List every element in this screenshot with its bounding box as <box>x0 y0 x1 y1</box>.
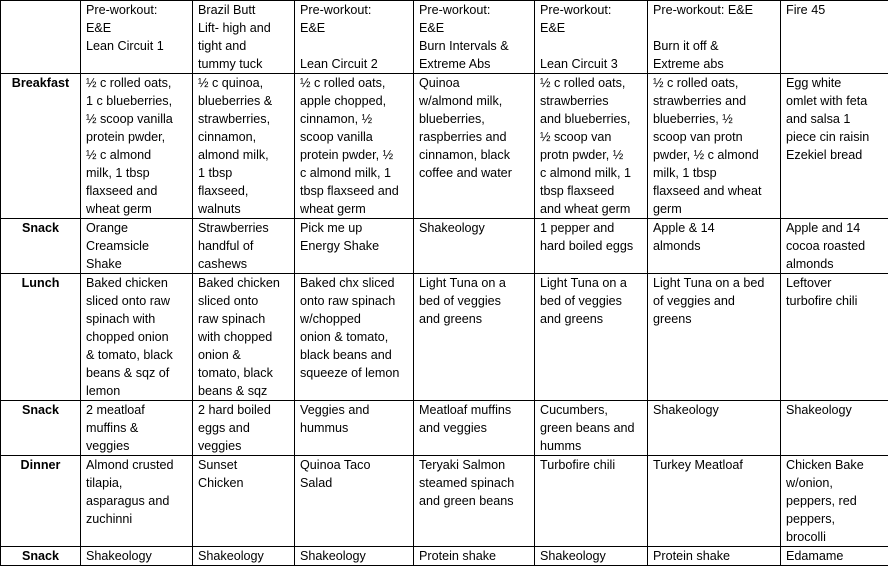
cell-line: cinnamon, ½ <box>300 110 410 128</box>
cell-line: Fire 45 <box>786 1 885 19</box>
cell-line: Apple and 14 <box>786 219 885 237</box>
cell-line: coffee and water <box>419 164 531 182</box>
cell-line: Cucumbers, <box>540 401 644 419</box>
table-row <box>1 219 888 274</box>
cell-line: flaxseed and wheat <box>653 182 777 200</box>
cell-line: Turbofire chili <box>540 456 644 474</box>
cell-line: Pre-workout: E&E <box>653 1 777 19</box>
cell-line: Sunset <box>198 456 291 474</box>
cell-line: 1 c blueberries, <box>86 92 189 110</box>
meal-cell <box>535 274 648 401</box>
cell-line: Extreme Abs <box>419 55 531 73</box>
cell-line: blueberries & <box>198 92 291 110</box>
cell-line: Orange <box>86 219 189 237</box>
cell-line: and salsa 1 <box>786 110 885 128</box>
cell-line: muffins & <box>86 419 189 437</box>
table-row <box>1 547 888 566</box>
meal-cell <box>193 274 295 401</box>
row-label-breakfast: Breakfast <box>1 74 81 219</box>
row-label-snack: Snack <box>1 547 81 566</box>
header-cell <box>295 1 414 74</box>
cell-line: green beans and <box>540 419 644 437</box>
cell-line: Almond crusted <box>86 456 189 474</box>
meal-cell <box>781 74 888 219</box>
cell-line: Chicken <box>198 474 291 492</box>
cell-line: bed of veggies <box>419 292 531 310</box>
cell-line: onion & tomato, <box>300 328 410 346</box>
meal-cell <box>193 219 295 274</box>
cell-line: blueberries, <box>419 110 531 128</box>
cell-line: squeeze of lemon <box>300 364 410 382</box>
cell-line: 2 meatloaf <box>86 401 189 419</box>
cell-line: Teryaki Salmon <box>419 456 531 474</box>
cell-line: Extreme abs <box>653 55 777 73</box>
cell-line: of veggies and <box>653 292 777 310</box>
cell-line: Shakeology <box>198 547 291 565</box>
cell-line: Pre-workout: <box>86 1 189 19</box>
cell-line: Pick me up <box>300 219 410 237</box>
header-cell <box>648 1 781 74</box>
cell-line: flaxseed, <box>198 182 291 200</box>
meal-cell <box>295 274 414 401</box>
cell-line: walnuts <box>198 200 291 218</box>
cell-line: germ <box>653 200 777 218</box>
meal-cell <box>648 456 781 547</box>
cell-line: tight and <box>198 37 291 55</box>
cell-line: ½ c almond <box>86 146 189 164</box>
cell-line: greens <box>653 310 777 328</box>
cell-line: Protein shake <box>653 547 777 565</box>
cell-line: Meatloaf muffins <box>419 401 531 419</box>
meal-cell <box>648 547 781 566</box>
cell-line: Chicken Bake <box>786 456 885 474</box>
cell-line: Shakeology <box>653 401 777 419</box>
meal-cell <box>781 547 888 566</box>
meal-cell <box>648 219 781 274</box>
corner-cell <box>1 1 81 74</box>
cell-line: strawberries <box>540 92 644 110</box>
cell-line: spinach with <box>86 310 189 328</box>
cell-line: w/chopped <box>300 310 410 328</box>
meal-cell <box>414 401 535 456</box>
header-cell <box>193 1 295 74</box>
cell-line: ½ c rolled oats, <box>540 74 644 92</box>
cell-line: flaxseed and <box>86 182 189 200</box>
cell-line: cinnamon, <box>198 128 291 146</box>
cell-line: Edamame <box>786 547 885 565</box>
cell-line: ½ c quinoa, <box>198 74 291 92</box>
cell-line: and green beans <box>419 492 531 510</box>
meal-cell <box>295 219 414 274</box>
cell-line: beans & sqz of <box>86 364 189 382</box>
cell-line: Light Tuna on a <box>540 274 644 292</box>
meal-cell <box>193 456 295 547</box>
meal-cell <box>781 456 888 547</box>
cell-line: brocolli <box>786 528 885 546</box>
cell-line: veggies <box>198 437 291 455</box>
cell-line: almond milk, <box>198 146 291 164</box>
cell-line: cashews <box>198 255 291 273</box>
cell-line: 1 pepper and <box>540 219 644 237</box>
row-label-lunch: Lunch <box>1 274 81 401</box>
cell-line: ½ c rolled oats, <box>86 74 189 92</box>
cell-line: w/onion, <box>786 474 885 492</box>
cell-line: hummus <box>300 419 410 437</box>
cell-line: piece cin raisin <box>786 128 885 146</box>
meal-cell <box>81 456 193 547</box>
cell-line: zuchinni <box>86 510 189 528</box>
meal-cell <box>193 547 295 566</box>
cell-line: c almond milk, 1 <box>540 164 644 182</box>
cell-line: black beans and <box>300 346 410 364</box>
cell-line: and veggies <box>419 419 531 437</box>
cell-line: Leftover <box>786 274 885 292</box>
cell-line <box>540 37 644 55</box>
cell-line: Protein shake <box>419 547 531 565</box>
cell-line: tummy tuck <box>198 55 291 73</box>
cell-line: tbsp flaxseed <box>540 182 644 200</box>
meal-cell <box>295 456 414 547</box>
meal-cell <box>414 219 535 274</box>
cell-line: protn pwder, ½ <box>540 146 644 164</box>
cell-line: Shakeology <box>786 401 885 419</box>
cell-line: handful of <box>198 237 291 255</box>
cell-line: Baked chx sliced <box>300 274 410 292</box>
cell-line: Energy Shake <box>300 237 410 255</box>
cell-line: Pre-workout: <box>419 1 531 19</box>
cell-line: sliced onto <box>198 292 291 310</box>
meal-cell <box>295 74 414 219</box>
cell-line: Egg white <box>786 74 885 92</box>
meal-cell <box>81 274 193 401</box>
cell-line: lemon <box>86 382 189 400</box>
cell-line: tomato, black <box>198 364 291 382</box>
cell-line: onion & <box>198 346 291 364</box>
meal-cell <box>648 401 781 456</box>
table-row <box>1 274 888 401</box>
meal-cell <box>535 456 648 547</box>
meal-cell <box>81 74 193 219</box>
cell-line: cinnamon, black <box>419 146 531 164</box>
meal-cell <box>193 401 295 456</box>
meal-cell <box>535 401 648 456</box>
cell-line: Creamsicle <box>86 237 189 255</box>
cell-line: peppers, <box>786 510 885 528</box>
cell-line: milk, 1 tbsp <box>86 164 189 182</box>
cell-line: hard boiled eggs <box>540 237 644 255</box>
cell-line: Apple & 14 <box>653 219 777 237</box>
meal-cell <box>414 547 535 566</box>
cell-line: Pre-workout: <box>300 1 410 19</box>
cell-line: Lean Circuit 2 <box>300 55 410 73</box>
cell-line <box>653 19 777 37</box>
cell-line: Light Tuna on a bed <box>653 274 777 292</box>
cell-line: Lift- high and <box>198 19 291 37</box>
cell-line: Lean Circuit 1 <box>86 37 189 55</box>
meal-cell <box>781 274 888 401</box>
meal-cell <box>295 401 414 456</box>
cell-line: peppers, red <box>786 492 885 510</box>
cell-line: E&E <box>540 19 644 37</box>
row-label-dinner: Dinner <box>1 456 81 547</box>
row-label-snack: Snack <box>1 219 81 274</box>
cell-line: Shake <box>86 255 189 273</box>
cell-line: bed of veggies <box>540 292 644 310</box>
meal-cell <box>414 456 535 547</box>
cell-line: Light Tuna on a <box>419 274 531 292</box>
cell-line: strawberries, <box>198 110 291 128</box>
cell-line: strawberries and <box>653 92 777 110</box>
cell-line: Lean Circuit 3 <box>540 55 644 73</box>
cell-line: pwder, ½ c almond <box>653 146 777 164</box>
cell-line: 2 hard boiled <box>198 401 291 419</box>
meal-cell <box>414 74 535 219</box>
cell-line: wheat germ <box>300 200 410 218</box>
cell-line: onto raw spinach <box>300 292 410 310</box>
cell-line: cocoa roasted <box>786 237 885 255</box>
cell-line: eggs and <box>198 419 291 437</box>
cell-line: Brazil Butt <box>198 1 291 19</box>
header-cell <box>81 1 193 74</box>
cell-line: raspberries and <box>419 128 531 146</box>
cell-line: Baked chicken <box>86 274 189 292</box>
meal-cell <box>535 219 648 274</box>
cell-line: Shakeology <box>419 219 531 237</box>
meal-cell <box>414 274 535 401</box>
cell-line: 1 tbsp <box>198 164 291 182</box>
header-row <box>1 1 888 74</box>
cell-line: protein pwder, <box>86 128 189 146</box>
meal-cell <box>535 74 648 219</box>
cell-line: ½ scoop van <box>540 128 644 146</box>
cell-line: beans & sqz <box>198 382 291 400</box>
header-cell <box>535 1 648 74</box>
meal-cell <box>81 547 193 566</box>
cell-line: veggies <box>86 437 189 455</box>
cell-line: ½ c rolled oats, <box>653 74 777 92</box>
cell-line: and greens <box>540 310 644 328</box>
cell-line: tbsp flaxseed and <box>300 182 410 200</box>
table-row <box>1 74 888 219</box>
cell-line: omlet with feta <box>786 92 885 110</box>
cell-line: Shakeology <box>86 547 189 565</box>
header-cell <box>781 1 888 74</box>
cell-line: Veggies and <box>300 401 410 419</box>
meal-cell <box>193 74 295 219</box>
cell-line: Shakeology <box>300 547 410 565</box>
cell-line: and greens <box>419 310 531 328</box>
cell-line: steamed spinach <box>419 474 531 492</box>
meal-cell <box>648 74 781 219</box>
cell-line: protein pwder, ½ <box>300 146 410 164</box>
cell-line: E&E <box>86 19 189 37</box>
cell-line: Quinoa <box>419 74 531 92</box>
cell-line: wheat germ <box>86 200 189 218</box>
cell-line: Strawberries <box>198 219 291 237</box>
table-row <box>1 401 888 456</box>
cell-line: chopped onion <box>86 328 189 346</box>
cell-line: almonds <box>786 255 885 273</box>
cell-line: Ezekiel bread <box>786 146 885 164</box>
cell-line: Burn it off & <box>653 37 777 55</box>
cell-line: blueberries, ½ <box>653 110 777 128</box>
cell-line: c almond milk, 1 <box>300 164 410 182</box>
cell-line: humms <box>540 437 644 455</box>
cell-line: E&E <box>419 19 531 37</box>
meal-cell <box>781 401 888 456</box>
row-label-snack: Snack <box>1 401 81 456</box>
cell-line: Pre-workout: <box>540 1 644 19</box>
cell-line: almonds <box>653 237 777 255</box>
meal-cell <box>535 547 648 566</box>
cell-line: sliced onto raw <box>86 292 189 310</box>
cell-line <box>300 37 410 55</box>
cell-line: ½ scoop vanilla <box>86 110 189 128</box>
cell-line: & tomato, black <box>86 346 189 364</box>
cell-line: scoop van protn <box>653 128 777 146</box>
cell-line: raw spinach <box>198 310 291 328</box>
meal-cell <box>781 219 888 274</box>
meal-cell <box>295 547 414 566</box>
cell-line: Shakeology <box>540 547 644 565</box>
cell-line: turbofire chili <box>786 292 885 310</box>
cell-line: and wheat germ <box>540 200 644 218</box>
cell-line: tilapia, <box>86 474 189 492</box>
cell-line: scoop vanilla <box>300 128 410 146</box>
meal-cell <box>81 401 193 456</box>
cell-line: Quinoa Taco <box>300 456 410 474</box>
cell-line: Baked chicken <box>198 274 291 292</box>
cell-line: with chopped <box>198 328 291 346</box>
meal-cell <box>648 274 781 401</box>
cell-line: asparagus and <box>86 492 189 510</box>
table-row <box>1 456 888 547</box>
cell-line: Burn Intervals & <box>419 37 531 55</box>
cell-line: Turkey Meatloaf <box>653 456 777 474</box>
cell-line: milk, 1 tbsp <box>653 164 777 182</box>
cell-line: Salad <box>300 474 410 492</box>
cell-line: E&E <box>300 19 410 37</box>
header-cell <box>414 1 535 74</box>
meal-cell <box>81 219 193 274</box>
cell-line: ½ c rolled oats, <box>300 74 410 92</box>
cell-line: w/almond milk, <box>419 92 531 110</box>
cell-line: apple chopped, <box>300 92 410 110</box>
cell-line: and blueberries, <box>540 110 644 128</box>
